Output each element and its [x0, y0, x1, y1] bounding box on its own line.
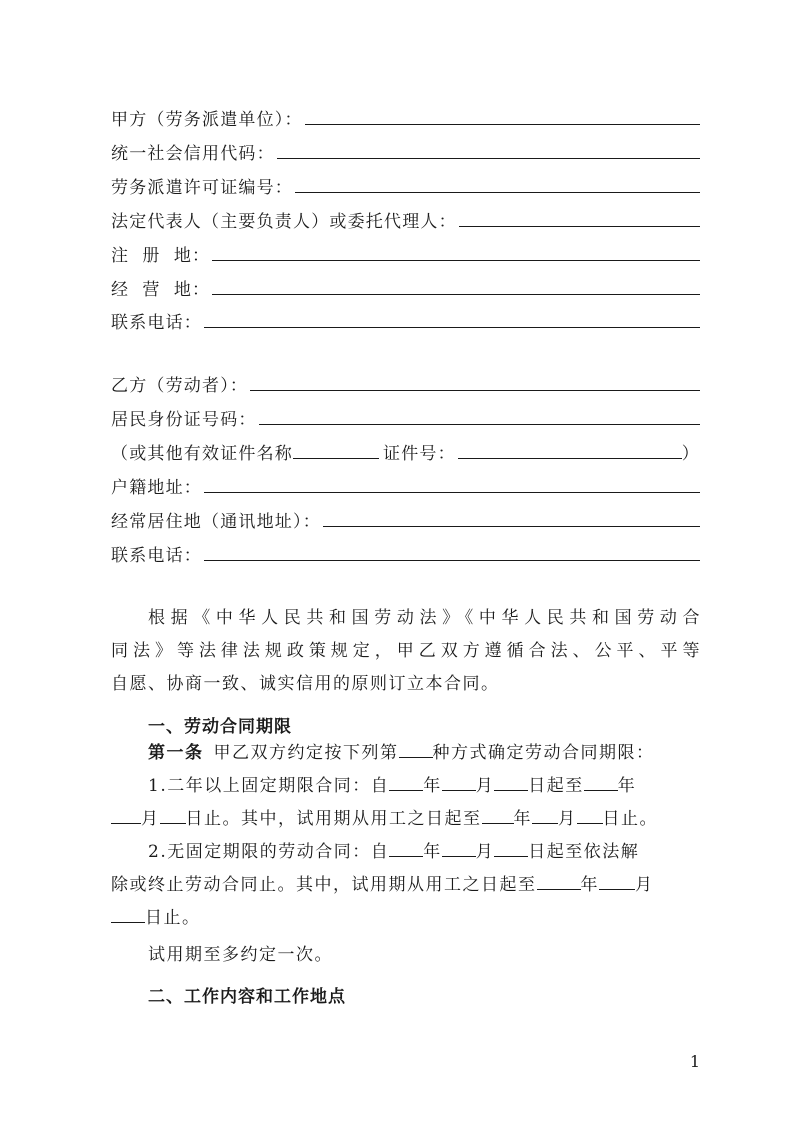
- id-no-field[interactable]: [111, 404, 700, 430]
- other-cert-no-blank[interactable]: [458, 458, 682, 459]
- item-2-text-c: 除或终止劳动合同止。其中，试用期从用工之日起至: [111, 875, 537, 895]
- preamble-line-1: 根据《中华人民共和国劳动法》《中华人民共和国劳动合: [148, 608, 701, 628]
- page-number: 1: [689, 1052, 700, 1071]
- license-no-field[interactable]: [111, 172, 700, 198]
- article-1-text-b: 种方式确定劳动合同期限：: [432, 743, 655, 763]
- item-2-start-day-blank[interactable]: [494, 840, 528, 857]
- residence-field[interactable]: [111, 506, 700, 532]
- other-cert-field[interactable]: [111, 438, 700, 464]
- party-b-phone-field[interactable]: [111, 540, 700, 566]
- credit-code-blank[interactable]: [277, 158, 700, 159]
- party-a-unit-blank[interactable]: [305, 124, 700, 125]
- item-1-year-label: 年: [423, 776, 442, 796]
- item-2-text-d: 日止。: [145, 908, 201, 928]
- method-choice-blank[interactable]: [399, 741, 433, 758]
- item-2-text-b: 日起至依法解: [528, 842, 640, 862]
- article-1-text-a: 甲乙双方约定按下列第: [213, 743, 399, 763]
- item-1-month-label: 月: [475, 776, 495, 796]
- party-a-phone-label: 联系电话：: [111, 313, 202, 333]
- residence-blank[interactable]: [323, 526, 700, 527]
- item-1-probation-text: 日止。其中，试用期从用工之日起至: [185, 809, 482, 829]
- party-b-phone-label: 联系电话：: [111, 546, 202, 566]
- party-b-worker-field[interactable]: [111, 370, 700, 396]
- reg-address-field[interactable]: [111, 240, 700, 266]
- item-1-probation-year-label: 年: [513, 809, 532, 829]
- household-address-label: 户籍地址：: [111, 478, 202, 498]
- item-1-end-day-blank[interactable]: [160, 807, 186, 824]
- item-1-end-year-blank[interactable]: [584, 774, 618, 791]
- item-1-end-month-blank[interactable]: [111, 807, 141, 824]
- id-no-blank[interactable]: [259, 424, 700, 425]
- household-address-field[interactable]: [111, 472, 700, 498]
- item-1-end-month-label: 月: [141, 809, 160, 829]
- section-2-title: 二、工作内容和工作地点: [148, 987, 346, 1007]
- item-2-probation-month-blank[interactable]: [599, 873, 635, 890]
- item-1-end-year-label: 年: [617, 776, 637, 796]
- item-2-start-year-blank[interactable]: [389, 840, 423, 857]
- item-2-probation-month-label: 月: [635, 875, 654, 895]
- party-a-phone-field[interactable]: [111, 307, 700, 333]
- party-b-phone-blank[interactable]: [204, 560, 700, 561]
- article-1: [111, 737, 701, 972]
- section-1-title: 一、劳动合同期限: [148, 717, 292, 737]
- preamble: [111, 602, 701, 701]
- legal-rep-label: 法定代表人（主要负责人）或委托代理人：: [111, 212, 457, 232]
- other-cert-close-label: ）: [681, 444, 700, 464]
- item-1-start-day-blank[interactable]: [494, 774, 528, 791]
- item-1-probation-end-label: 日止。: [602, 809, 658, 829]
- item-1-start-year-blank[interactable]: [389, 774, 423, 791]
- party-b-worker-blank[interactable]: [250, 390, 700, 391]
- item-1-probation-month-label: 月: [558, 809, 577, 829]
- reg-address-label: 注 册 地：: [111, 246, 211, 266]
- article-1-label: 第一条: [148, 743, 204, 763]
- party-b-worker-label: 乙方（劳动者）：: [111, 376, 249, 396]
- item-1-from-label: 日起至: [528, 776, 584, 796]
- residence-label: 经常居住地（通讯地址）：: [111, 512, 321, 532]
- license-no-label: 劳务派遣许可证编号：: [111, 178, 293, 198]
- item-1-start-month-blank[interactable]: [442, 774, 476, 791]
- item-2-start-month-blank[interactable]: [442, 840, 476, 857]
- item-2-probation-year-label: 年: [580, 875, 599, 895]
- other-cert-name-blank[interactable]: [293, 458, 379, 459]
- item-1-probation-month-blank[interactable]: [532, 807, 558, 824]
- preamble-line-2: 同法》等法律法规政策规定，甲乙双方遵循合法、公平、平等: [111, 641, 701, 661]
- item-2-year-label: 年: [423, 842, 442, 862]
- item-2-probation-year-blank[interactable]: [537, 873, 581, 890]
- legal-rep-blank[interactable]: [459, 226, 700, 227]
- household-address-blank[interactable]: [204, 492, 700, 493]
- preamble-line-3: 自愿、协商一致、诚实信用的原则订立本合同。: [111, 674, 500, 694]
- reg-address-blank[interactable]: [212, 260, 700, 261]
- credit-code-label: 统一社会信用代码：: [111, 144, 275, 164]
- credit-code-field[interactable]: [111, 138, 700, 164]
- item-2-intro: 2.无固定期限的劳动合同：自: [148, 842, 390, 862]
- biz-address-field[interactable]: [111, 274, 700, 300]
- item-1-intro: 1.二年以上固定期限合同：自: [148, 776, 390, 796]
- legal-rep-field[interactable]: [111, 206, 700, 232]
- party-a-phone-blank[interactable]: [204, 327, 700, 328]
- biz-address-label: 经 营 地：: [111, 280, 211, 300]
- party-a-unit-label: 甲方（劳务派遣单位）：: [111, 110, 303, 130]
- license-no-blank[interactable]: [295, 192, 700, 193]
- biz-address-blank[interactable]: [212, 294, 700, 295]
- item-2-probation-day-blank[interactable]: [111, 906, 145, 923]
- item-1-probation-day-blank[interactable]: [577, 807, 603, 824]
- probation-note: 试用期至多约定一次。: [148, 945, 333, 965]
- id-no-label: 居民身份证号码：: [111, 410, 257, 430]
- item-1-probation-year-blank[interactable]: [482, 807, 514, 824]
- other-cert-open-label: （或其他有效证件名称: [111, 444, 293, 464]
- other-cert-no-label: 证件号：: [383, 444, 456, 464]
- party-a-unit-field[interactable]: [111, 104, 700, 130]
- item-2-month-label: 月: [475, 842, 495, 862]
